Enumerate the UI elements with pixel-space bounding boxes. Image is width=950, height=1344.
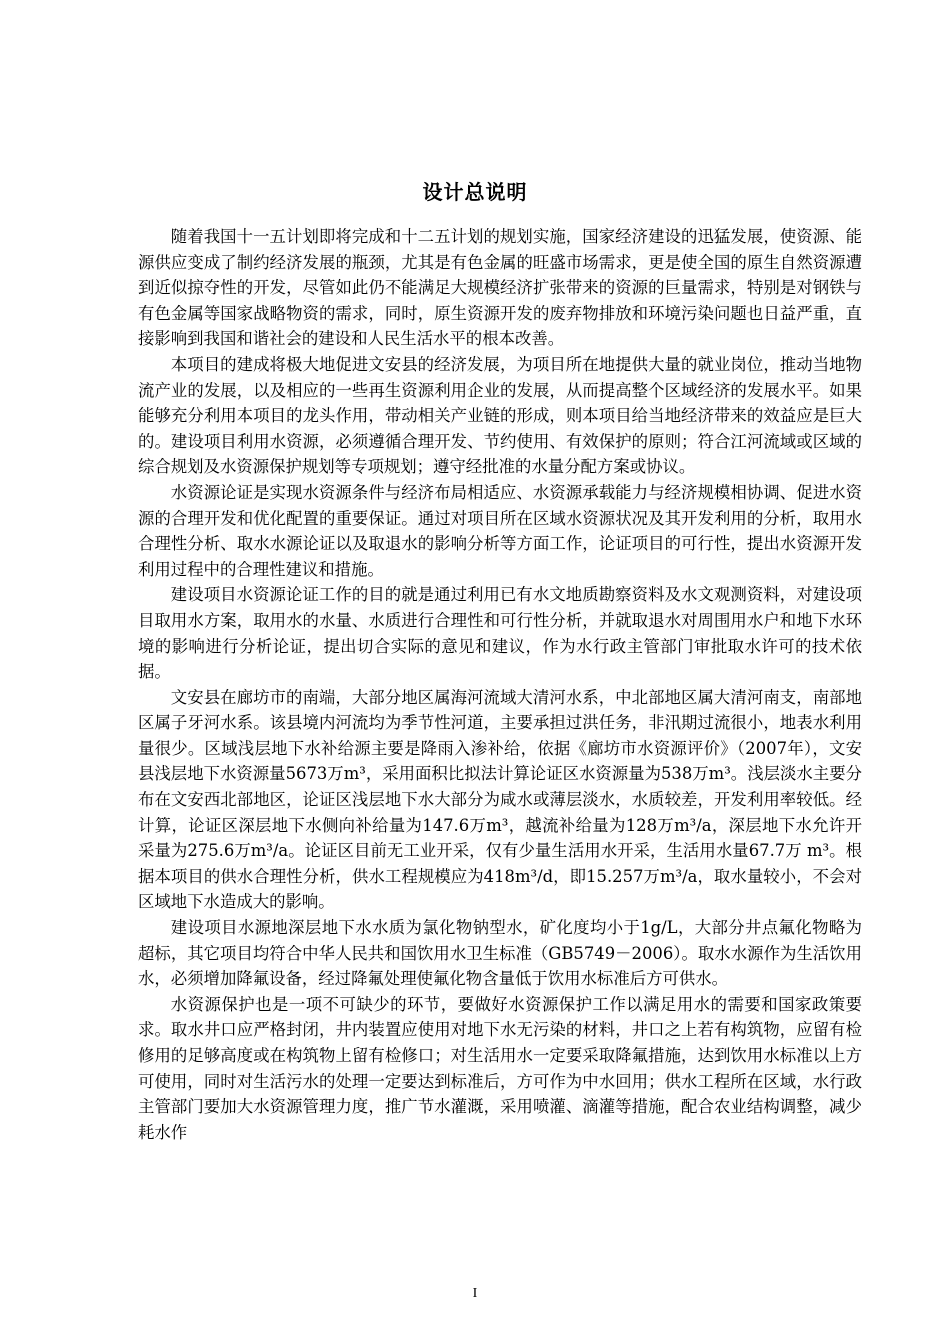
paragraph-2: 本项目的建成将极大地促进文安县的经济发展，为项目所在地提供大量的就业岗位，推动当地物流产业的发展，以及相应的一些再生资源利用企业的发展，从而提高整个区域经济的发展水平。如果能够充分利用本项目的龙头作用，带动相关产业链的形成，则本项目给当地经济带来的效益应是巨大的。建设项目利用水资源，必须遵循合理开发、节约使用、有效保护的原则；符合江河流域或区域的综合规划及水资源保护规划等专项规划；遵守经批准的水量分配方案或协议。 bbox=[138, 354, 862, 477]
page-title: 设计总说明 bbox=[422, 180, 528, 204]
paragraph-4: 建设项目水资源论证工作的目的就是通过利用已有水文地质勘察资料及水文观测资料，对建设项目取用水方案，取用水的水量、水质进行合理性和可行性分析，并就取退水对周围用水户和地下水环境的影响进行分析论证，提出切合实际的意见和建议，作为水行政主管部门审批取水许可的技术依据。 bbox=[138, 585, 862, 682]
paragraph-5: 文安县在廊坊市的南端，大部分地区属海河流域大清河水系，中北部地区属大清河南支，南部地区属子牙河水系。该县境内河流均为季节性河道，主要承担过洪任务，非汛期过流很小，地表水利用量很少。区域浅层地下水补给源主要是降雨入渗补给，依据《廊坊市水资源评价》（2007年），文安县浅层地下水资源量5673万m³，采用面积比拟法计算论证区水资源量为538万m³。浅层淡水主要分布在文安西北部地区，论证区浅层地下水大部分为咸水或薄层淡水，水质较差，开发利用率较低。经计算，论证区深层地下水侧向补给量为147.6万m³，越流补给量为128万m³/a，深层地下水允许开采量为275.6万m³/a。论证区目前无工业开采，仅有少量生活用水开采，生活用水量67.7万 m³。根据本项目的供水合理性分析，供水工程规模应为418m³/d，即15.257万m³/a，取水量较小，不会对区域地下水造成大的影响。 bbox=[138, 687, 862, 912]
paragraph-3: 水资源论证是实现水资源条件与经济布局相适应、水资源承载能力与经济规模相协调、促进水资源的合理开发和优化配置的重要保证。通过对项目所在区域水资源状况及其开发利用的分析，取用水合理性分析、取水水源论证以及取退水的影响分析等方面工作，论证项目的可行性，提出水资源开发利用过程中的合理性建议和措施。 bbox=[138, 482, 862, 579]
paragraph-1: 随着我国十一五计划即将完成和十二五计划的规划实施，国家经济建设的迅猛发展，使资源、能源供应变成了制约经济发展的瓶颈，尤其是有色金属的旺盛市场需求，更是使全国的原生自然资源遭到近似掠夺性的开发，尽管如此仍不能满足大规模经济扩张带来的资源的巨量需求，特别是对钢铁与有色金属等国家战略物资的需求，同时，原生资源开发的废弃物排放和环境污染问题也日益严重，直接影响到我国和谐社会的建设和人民生活水平的根本改善。 bbox=[138, 227, 862, 349]
body-text bbox=[138, 224, 862, 1145]
paragraph-6: 建设项目水源地深层地下水水质为氯化物钠型水，矿化度均小于1g/L，大部分井点氟化物略为超标，其它项目均符合中华人民共和国饮用水卫生标准（GB5749－2006）。取水水源作为生活饮用水，必须增加降氟设备，经过降氟处理使氟化物含量低于饮用水标准后方可供水。 bbox=[138, 918, 862, 989]
page-number: I bbox=[472, 1286, 478, 1301]
paragraph-7: 水资源保护也是一项不可缺少的环节，要做好水资源保护工作以满足用水的需要和国家政策要求。取水井口应严格封闭，井内装置应使用对地下水无污染的材料，井口之上若有构筑物，应留有检修用的足够高度或在构筑物上留有检修口；对生活用水一定要采取降氟措施，达到饮用水标准以上方可使用，同时对生活污水的处理一定要达到标准后，方可作为中水回用；供水工程所在区域，水行政主管部门要加大水资源管理力度，推广节水灌溉，采用喷灌、滴灌等措施，配合农业结构调整，减少耗水作 bbox=[138, 994, 862, 1142]
